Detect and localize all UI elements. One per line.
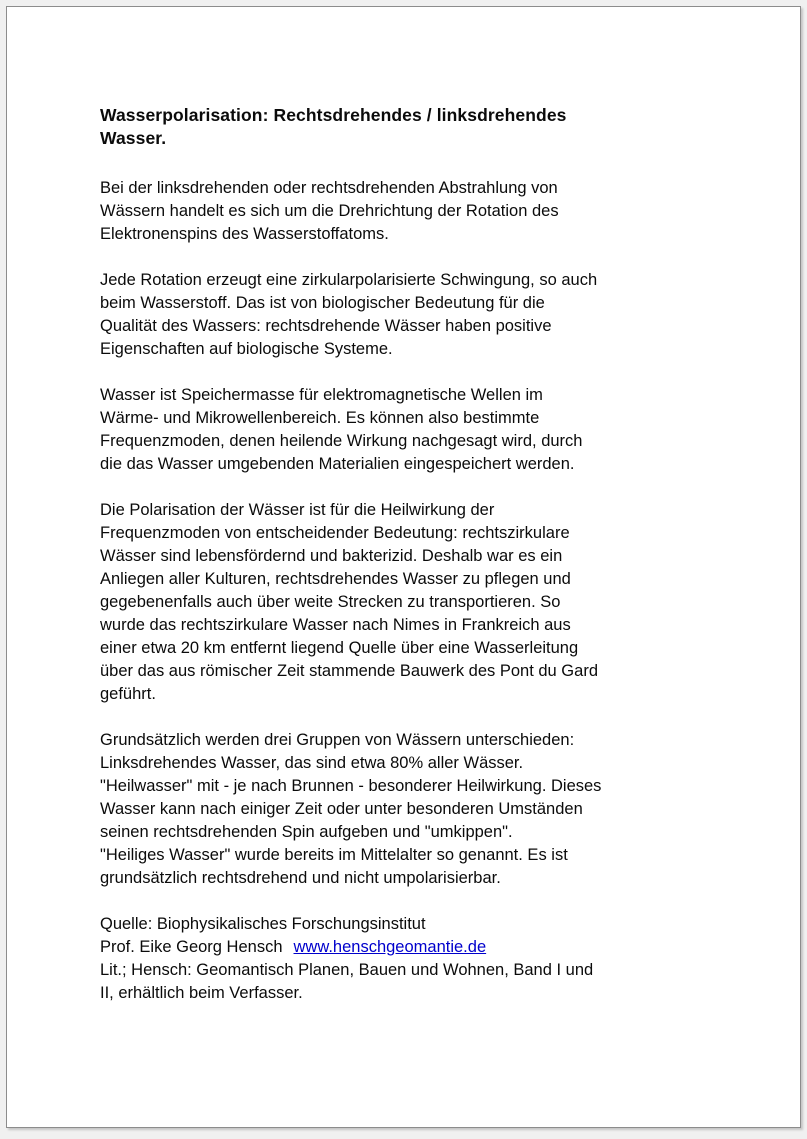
text-line: seinen rechtsdrehenden Spin aufgeben und "umkippen". (100, 823, 513, 841)
document-page (6, 6, 801, 1128)
text-line: Wärme- und Mikrowellenbereich. Es können also bestimmte (100, 409, 540, 427)
text-line: gegebenenfalls auch über weite Strecken zu transportieren. So (100, 593, 561, 611)
text-line: Eigenschaften auf biologische Systeme. (100, 340, 393, 358)
paragraph-polarisation (100, 499, 740, 706)
text-line: "Heilwasser" mit - je nach Brunnen - besonderer Heilwirkung. Dieses (100, 777, 602, 795)
source-author: Prof. Eike Georg Hensch (100, 938, 283, 956)
paragraph-intro (100, 177, 740, 246)
document-title (100, 104, 740, 150)
text-line: Wasser kann nach einiger Zeit oder unter besonderen Umständen (100, 800, 583, 818)
paragraph-gruppen (100, 729, 740, 890)
text-line: Qualität des Wassers: rechtsdrehende Wässer haben positive (100, 317, 552, 335)
source-author-line (100, 936, 740, 959)
text-line: die das Wasser umgebenden Materialien eingespeichert werden. (100, 455, 575, 473)
text-line: grundsätzlich rechtsdrehend und nicht umpolarisierbar. (100, 869, 501, 887)
paragraph-speichermasse (100, 384, 740, 476)
text-line: Elektronenspins des Wasserstoffatoms. (100, 225, 389, 243)
text-line: über das aus römischer Zeit stammende Bauwerk des Pont du Gard (100, 662, 598, 680)
text-line: Frequenzmoden, denen heilende Wirkung nachgesagt wird, durch (100, 432, 583, 450)
text-line: Die Polarisation der Wässer ist für die Heilwirkung der (100, 501, 495, 519)
text-line: Frequenzmoden von entscheidender Bedeutung: rechtszirkulare (100, 524, 570, 542)
text-line: geführt. (100, 685, 156, 703)
text-line: wurde das rechtszirkulare Wasser nach Nimes in Frankreich aus (100, 616, 571, 634)
text-line: Grundsätzlich werden drei Gruppen von Wässern unterschieden: (100, 731, 575, 749)
text-line: Wasser ist Speichermasse für elektromagnetische Wellen im (100, 386, 543, 404)
text-line: "Heiliges Wasser" wurde bereits im Mittelalter so genannt. Es ist (100, 846, 568, 864)
text-line: Linksdrehendes Wasser, das sind etwa 80% aller Wässer. (100, 754, 524, 772)
document-content (100, 104, 740, 1005)
website-link[interactable]: www.henschgeomantie.de (293, 938, 487, 956)
text-line: Bei der linksdrehenden oder rechtsdrehenden Abstrahlung von (100, 179, 558, 197)
text-line: beim Wasserstoff. Das ist von biologischer Bedeutung für die (100, 294, 545, 312)
title-line: Wasser. (100, 128, 167, 148)
title-line: Wasserpolarisation: Rechtsdrehendes / linksdrehendes (100, 105, 567, 125)
text-line: einer etwa 20 km entfernt liegend Quelle über eine Wasserleitung (100, 639, 579, 657)
source-line: II, erhältlich beim Verfasser. (100, 984, 303, 1002)
text-line: Wässer sind lebensfördernd und bakterizid. Deshalb war es ein (100, 547, 563, 565)
source-line: Quelle: Biophysikalisches Forschungsinstitut (100, 915, 426, 933)
source-block (100, 913, 740, 1005)
text-line: Wässern handelt es sich um die Drehrichtung der Rotation des (100, 202, 559, 220)
text-line: Jede Rotation erzeugt eine zirkularpolarisierte Schwingung, so auch (100, 271, 598, 289)
text-line: Anliegen aller Kulturen, rechtsdrehendes Wasser zu pflegen und (100, 570, 571, 588)
source-line: Lit.; Hensch: Geomantisch Planen, Bauen und Wohnen, Band I und (100, 961, 594, 979)
paragraph-rotation (100, 269, 740, 361)
